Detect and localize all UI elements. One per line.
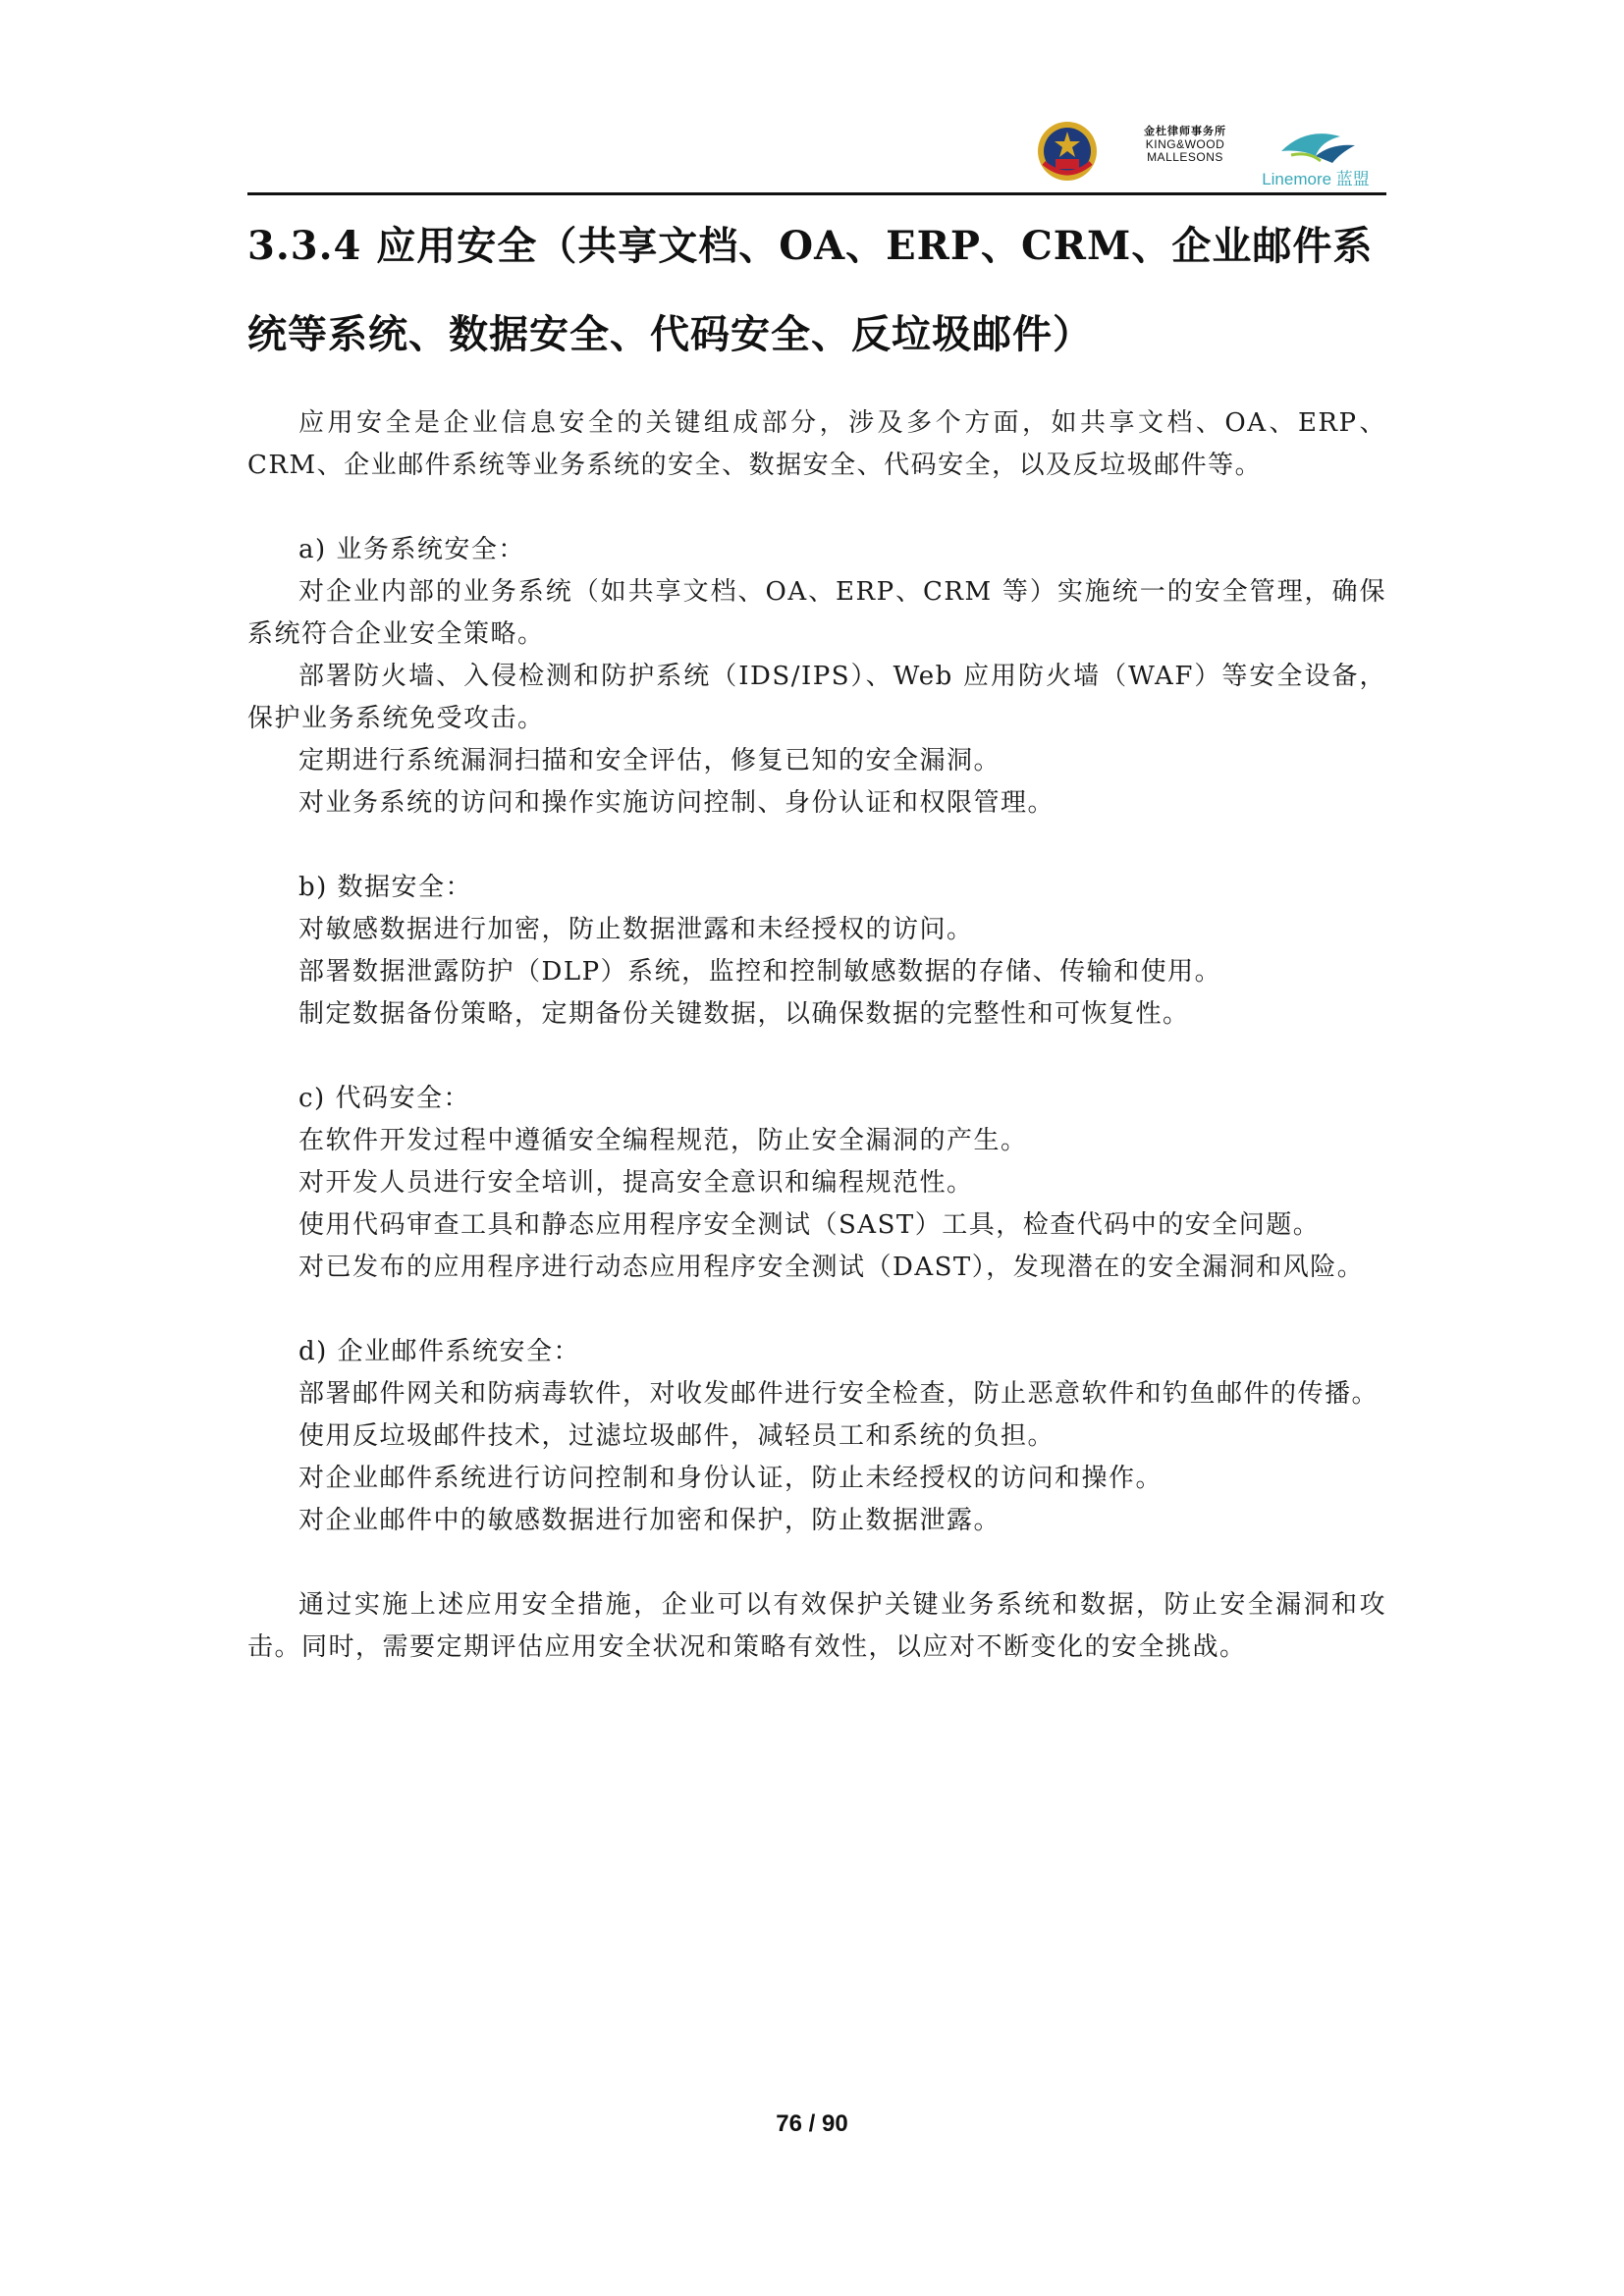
page-header [247,116,1386,196]
list-item: 使用反垃圾邮件技术，过滤垃圾邮件，减轻员工和系统的负担。 [298,1421,1056,1451]
list-item: 对企业邮件系统进行访问控制和身份认证，防止未经授权的访问和操作。 [298,1464,1164,1493]
linemore-wordmark: Linemore 蓝盟 [1262,170,1370,188]
list-item: 对敏感数据进行加密，防止数据泄露和未经授权的访问。 [298,915,974,944]
king-wood-mallesons-logo: 金杜律师事务所 KING&WOOD MALLESONS [1144,126,1226,164]
list-item: 对企业邮件中的敏感数据进行加密和保护，防止数据泄露。 [298,1506,1001,1535]
section-heading: b) 数据安全： [298,873,473,902]
list-item: 对业务系统的访问和操作实施访问控制、身份认证和权限管理。 [298,788,1056,818]
list-item: 使用代码审查工具和静态应用程序安全测试（SAST）工具，检查代码中的安全问题。 [298,1210,1321,1240]
header-rule [247,192,1386,195]
list-item: 对已发布的应用程序进行动态应用程序安全测试（DAST），发现潜在的安全漏洞和风险。 [298,1253,1365,1282]
police-emblem-logo [1036,120,1099,183]
list-item: 部署邮件网关和防病毒软件，对收发邮件进行安全检查，防止恶意软件和钓鱼邮件的传播。 [298,1379,1380,1409]
section-heading: d) 企业邮件系统安全： [298,1337,581,1366]
list-item: 部署防火墙、入侵检测和防护系统（IDS/IPS）、Web 应用防火墙（WAF）等安全设备，保护业务系统免受攻击。 [247,662,1386,733]
section-title: 3.3.4 应用安全（共享文档、OA、ERP、CRM、企业邮件系统等系统、数据安全、代码安全、反垃圾邮件） [247,223,1374,357]
intro-paragraph: 应用安全是企业信息安全的关键组成部分，涉及多个方面，如共享文档、OA、ERP、CRM、企业邮件系统等业务系统的安全、数据安全、代码安全，以及反垃圾邮件等。 [247,408,1386,480]
list-item: 部署数据泄露防护（DLP）系统，监控和控制敏感数据的存储、传输和使用。 [298,957,1222,987]
section-heading: a) 业务系统安全： [298,535,525,564]
conclusion-paragraph: 通过实施上述应用安全措施，企业可以有效保护关键业务系统和数据，防止安全漏洞和攻击。同时，需要定期评估应用安全状况和策略有效性，以应对不断变化的安全挑战。 [247,1590,1386,1662]
list-item: 对企业内部的业务系统（如共享文档、OA、ERP、CRM 等）实施统一的安全管理，确保系统符合企业安全策略。 [247,577,1386,649]
section-heading: c) 代码安全： [298,1084,470,1113]
list-item: 定期进行系统漏洞扫描和安全评估，修复已知的安全漏洞。 [298,746,1001,775]
page-number: 76 / 90 [776,2110,848,2137]
list-item: 在软件开发过程中遵循安全编程规范，防止安全漏洞的产生。 [298,1126,1028,1155]
body-content [247,402,1386,1669]
list-item: 制定数据备份策略，定期备份关键数据，以确保数据的完整性和可恢复性。 [298,999,1190,1029]
list-item: 对开发人员进行安全培训，提高安全意识和编程规范性。 [298,1168,974,1198]
